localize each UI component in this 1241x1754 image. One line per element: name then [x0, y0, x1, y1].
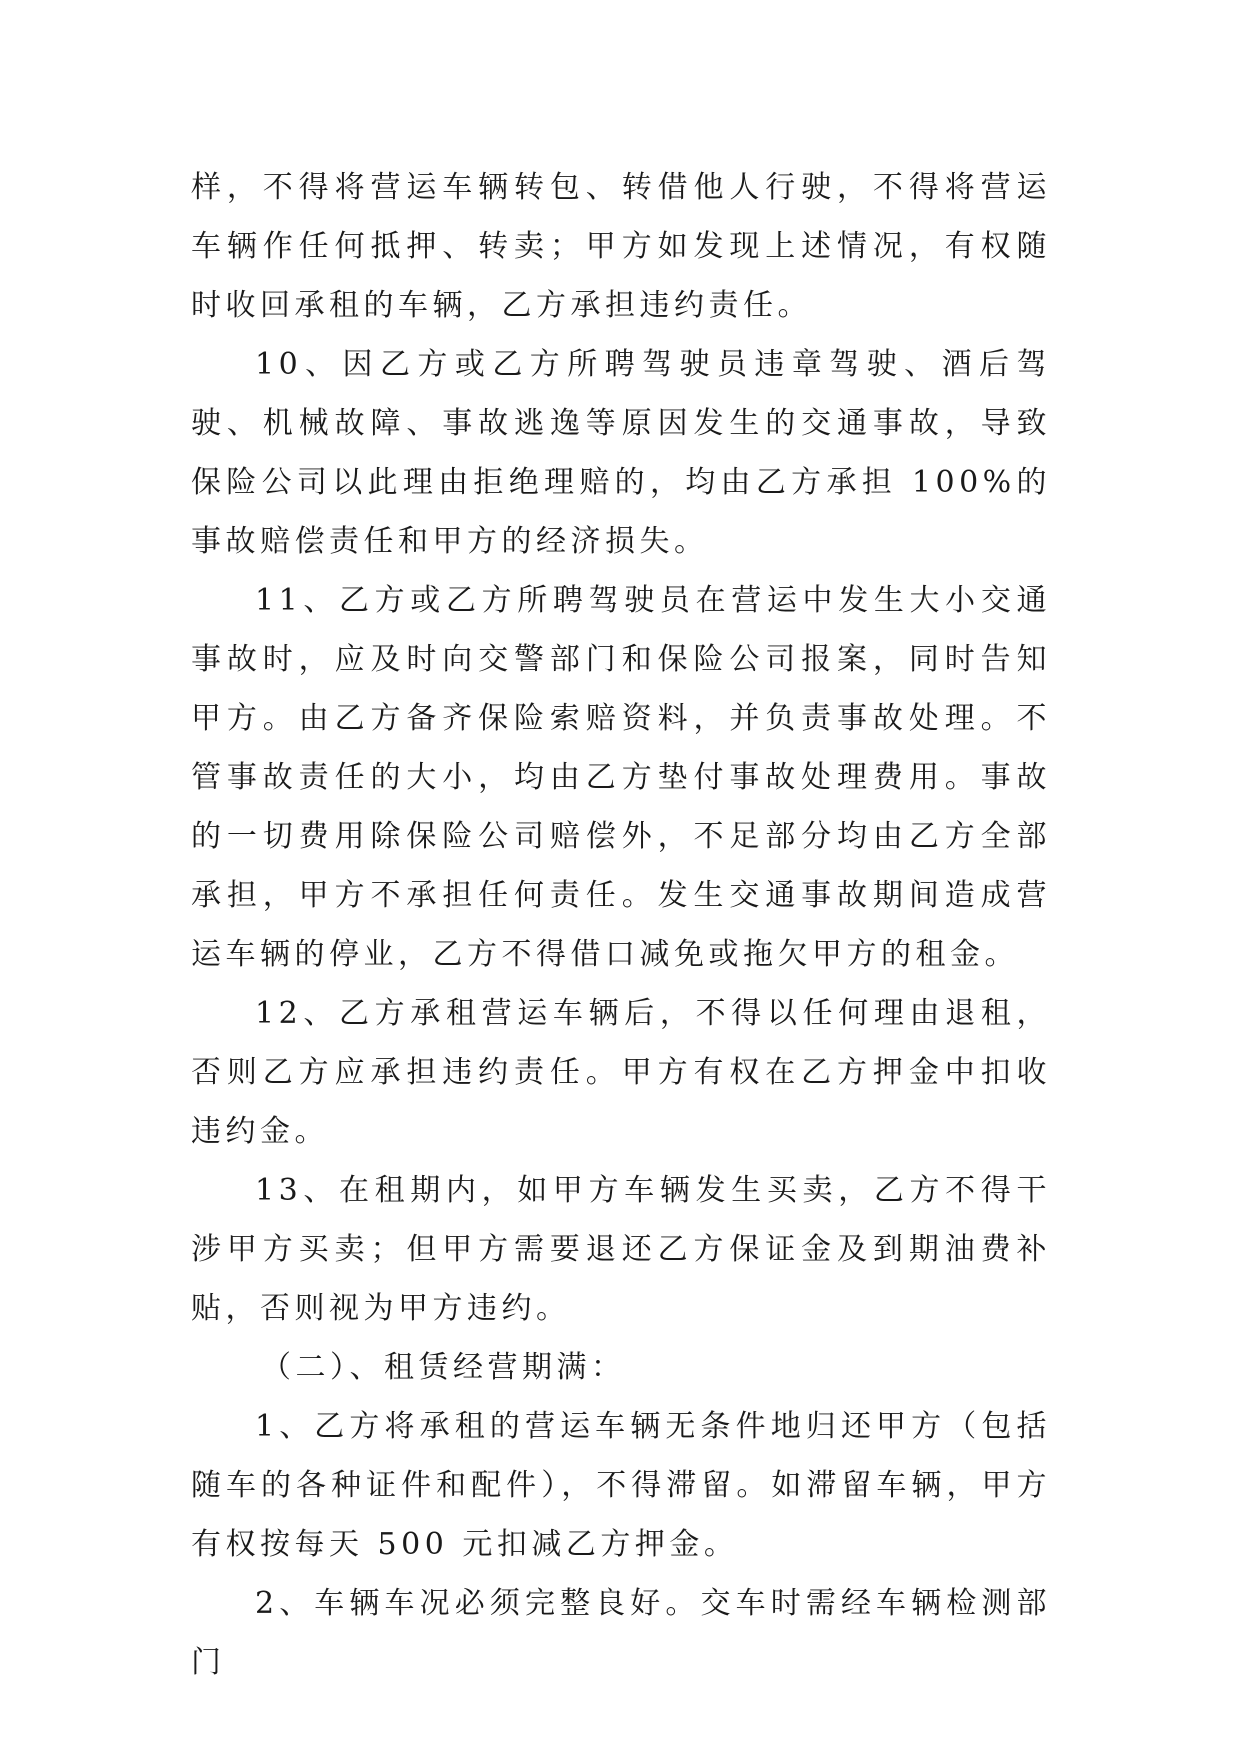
paragraph-expiry-clause-1: 1、乙方将承租的营运车辆无条件地归还甲方（包括随车的各种证件和配件），不得滞留。如滞留车辆，甲方有权按每天 500 元扣减乙方押金。: [191, 1409, 1051, 1562]
paragraph-clause-10: 10、因乙方或乙方所聘驾驶员违章驾驶、酒后驾驶、机械故障、事故逃逸等原因发生的交通事故，导致保险公司以此理由拒绝理赔的，均由乙方承担 100%的事故赔偿责任和甲方的经济损失。: [191, 347, 1051, 559]
paragraph-clause-13: 13、在租期内，如甲方车辆发生买卖，乙方不得干涉甲方买卖；但甲方需要退还乙方保证金及到期油费补贴，否则视为甲方违约。: [191, 1173, 1051, 1326]
paragraph-expiry-clause-2: 2、车辆车况必须完整良好。交车时需经车辆检测部门: [191, 1586, 1051, 1680]
paragraph-clause-11: 11、乙方或乙方所聘驾驶员在营运中发生大小交通事故时，应及时向交警部门和保险公司报案，同时告知甲方。由乙方备齐保险索赔资料，并负责事故处理。不管事故责任的大小，均由乙方垫付事故处理费用。事故的一切费用除保险公司赔偿外，不足部分均由乙方全部承担，甲方不承担任何责任。发生交通事故期间造成营运车辆的停业，乙方不得借口减免或拖欠甲方的租金。: [191, 583, 1051, 972]
paragraph-continued-clause-9: 样，不得将营运车辆转包、转借他人行驶，不得将营运车辆作任何抵押、转卖；甲方如发现上述情况，有权随时收回承租的车辆，乙方承担违约责任。: [191, 170, 1051, 323]
document-body: [191, 158, 1051, 1692]
section-heading-lease-expiry: （二）、租赁经营期满：: [261, 1350, 626, 1385]
paragraph-clause-12: 12、乙方承租营运车辆后，不得以任何理由退租，否则乙方应承担违约责任。甲方有权在乙方押金中扣收违约金。: [191, 996, 1051, 1149]
